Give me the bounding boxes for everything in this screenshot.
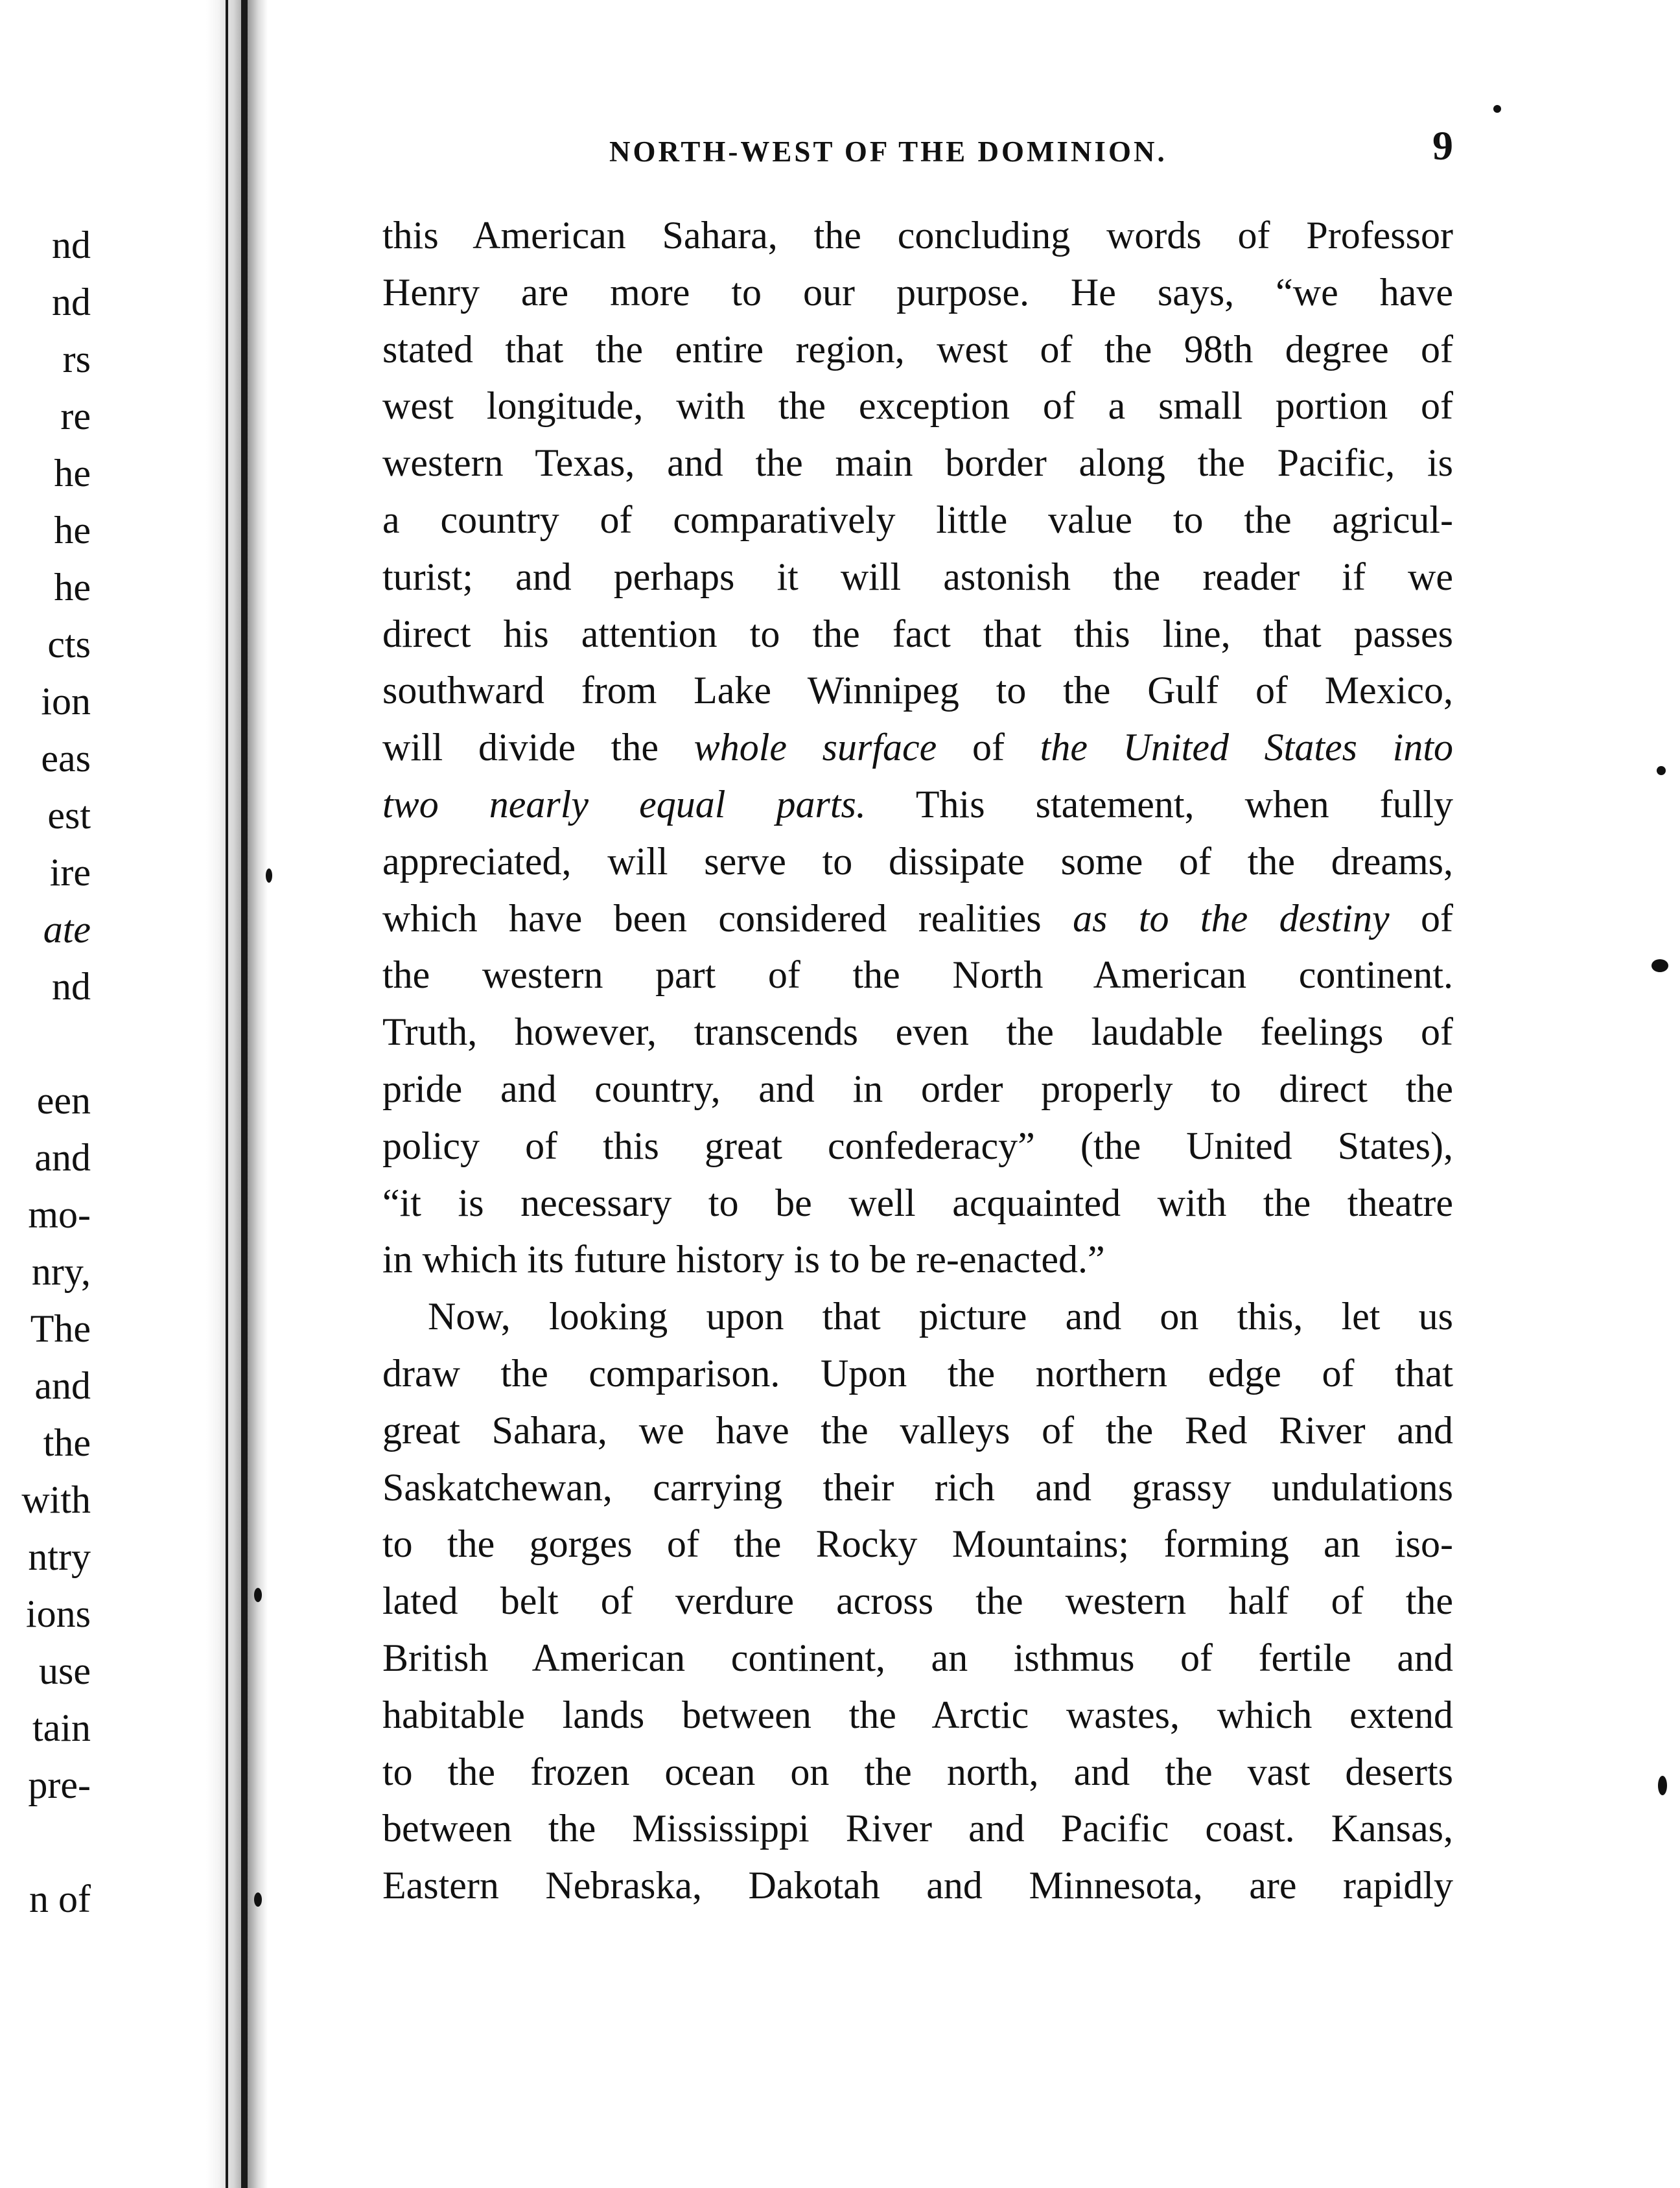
text-line: policy of this great confederacy” (the United States), — [382, 1124, 1453, 1167]
facing-line: nry, — [31, 1250, 91, 1293]
text-line: Now, looking upon that picture and on this, let us — [428, 1295, 1453, 1338]
scan-speck — [1651, 959, 1668, 972]
body-text — [382, 207, 1453, 1914]
text-line: great Sahara, we have the valleys of the Red River and — [382, 1408, 1453, 1452]
text-line: Saskatchewan, carrying their rich and grassy undulations — [382, 1465, 1453, 1509]
scan-speck — [266, 868, 272, 883]
text-line: appreciated, will serve to dissipate some of the dreams, — [382, 839, 1453, 883]
text-line: southward from Lake Winnipeg to the Gulf of Mexico, — [382, 669, 1453, 712]
text-line: western Texas, and the main border along the Pacific, is — [382, 441, 1453, 485]
italic-run: whole surface — [694, 726, 937, 769]
facing-line: tain — [32, 1706, 91, 1749]
text-line: lated belt of verdure across the western half of the — [382, 1579, 1453, 1623]
text-run: This statement, when fully — [865, 782, 1453, 826]
text-line: “it is necessary to be well acquainted with the theatre — [382, 1181, 1453, 1224]
facing-line: ions — [25, 1592, 91, 1635]
facing-line: ion — [41, 680, 91, 723]
text-run: which have been considered realities — [382, 896, 1073, 940]
running-head-title: NORTH-WEST OF THE DOMINION. — [609, 135, 1167, 168]
facing-line: use — [39, 1649, 91, 1692]
text-run: will divide the — [382, 726, 694, 769]
text-line: turist; and perhaps it will astonish the reader if we — [382, 555, 1453, 598]
facing-line: he — [54, 566, 91, 609]
text-line: between the Mississippi River and Pacific coast. Kansas, — [382, 1807, 1453, 1850]
facing-line: ntry — [28, 1535, 91, 1578]
facing-line: re — [60, 395, 91, 437]
text-line: this American Sahara, the concluding words of Professor — [382, 214, 1453, 257]
italic-run: as to the destiny — [1073, 896, 1390, 940]
text-line: in which its future history is to be re-enacted.” — [382, 1238, 1105, 1281]
page-gutter-shadow — [206, 0, 268, 2188]
facing-line: and — [34, 1136, 91, 1179]
scan-speck — [1493, 105, 1501, 113]
text-line — [382, 890, 1453, 948]
facing-line: with — [21, 1478, 91, 1521]
text-line: to the frozen ocean on the north, and the vast deserts — [382, 1750, 1453, 1793]
text-line: direct his attention to the fact that this line, that passes — [382, 612, 1453, 655]
text-line: draw the comparison. Upon the northern edge of that — [382, 1351, 1453, 1395]
text-line: stated that the entire region, west of the 98th degree of — [382, 327, 1453, 371]
facing-line: nd — [52, 281, 91, 323]
text-run: of — [937, 726, 1040, 769]
text-line: the western part of the North American continent. — [382, 953, 1453, 997]
gutter-edge-line — [226, 0, 228, 2188]
facing-line: he — [54, 452, 91, 495]
facing-line: nd — [52, 965, 91, 1008]
scan-speck — [254, 1892, 262, 1907]
text-line: Eastern Nebraska, Dakotah and Minnesota, are rapidly — [382, 1864, 1453, 1907]
scan-speck — [1658, 1776, 1667, 1795]
italic-run: two nearly equal parts. — [382, 782, 866, 826]
text-line — [382, 719, 1453, 776]
facing-line: The — [30, 1307, 91, 1350]
text-line: Henry are more to our purpose. He says, “we have — [382, 270, 1453, 314]
facing-line: ire — [49, 851, 91, 894]
page-number: 9 — [1432, 122, 1453, 169]
gutter-edge-line — [241, 0, 248, 2188]
facing-line: cts — [47, 623, 91, 666]
facing-line: ate — [43, 908, 91, 951]
facing-line: pre- — [28, 1763, 91, 1806]
text-line: British American continent, an isthmus of fertile and — [382, 1636, 1453, 1679]
facing-line: the — [43, 1421, 91, 1464]
facing-line: est — [47, 794, 91, 837]
facing-line: n of — [29, 1878, 91, 1920]
facing-line: een — [36, 1079, 91, 1122]
text-line: a country of comparatively little value to the agricul- — [382, 498, 1453, 541]
text-run: of — [1389, 896, 1453, 940]
facing-line: he — [54, 509, 91, 552]
text-line — [382, 776, 1453, 833]
facing-line: mo- — [28, 1193, 91, 1236]
facing-line: eas — [41, 737, 91, 780]
text-line: habitable lands between the Arctic wastes, which extend — [382, 1693, 1453, 1736]
text-line: west longitude, with the exception of a small portion of — [382, 384, 1453, 428]
italic-run: the United States into — [1040, 726, 1453, 769]
text-line: pride and country, and in order properly to direct the — [382, 1067, 1453, 1110]
facing-line: and — [34, 1364, 91, 1407]
facing-line: nd — [52, 224, 91, 266]
text-line: Truth, however, transcends even the laudable feelings of — [382, 1010, 1453, 1054]
scan-speck — [254, 1588, 262, 1602]
running-head — [382, 117, 1453, 175]
scan-speck — [1657, 766, 1666, 775]
text-line: to the gorges of the Rocky Mountains; forming an iso- — [382, 1522, 1453, 1566]
facing-line: rs — [62, 338, 91, 380]
